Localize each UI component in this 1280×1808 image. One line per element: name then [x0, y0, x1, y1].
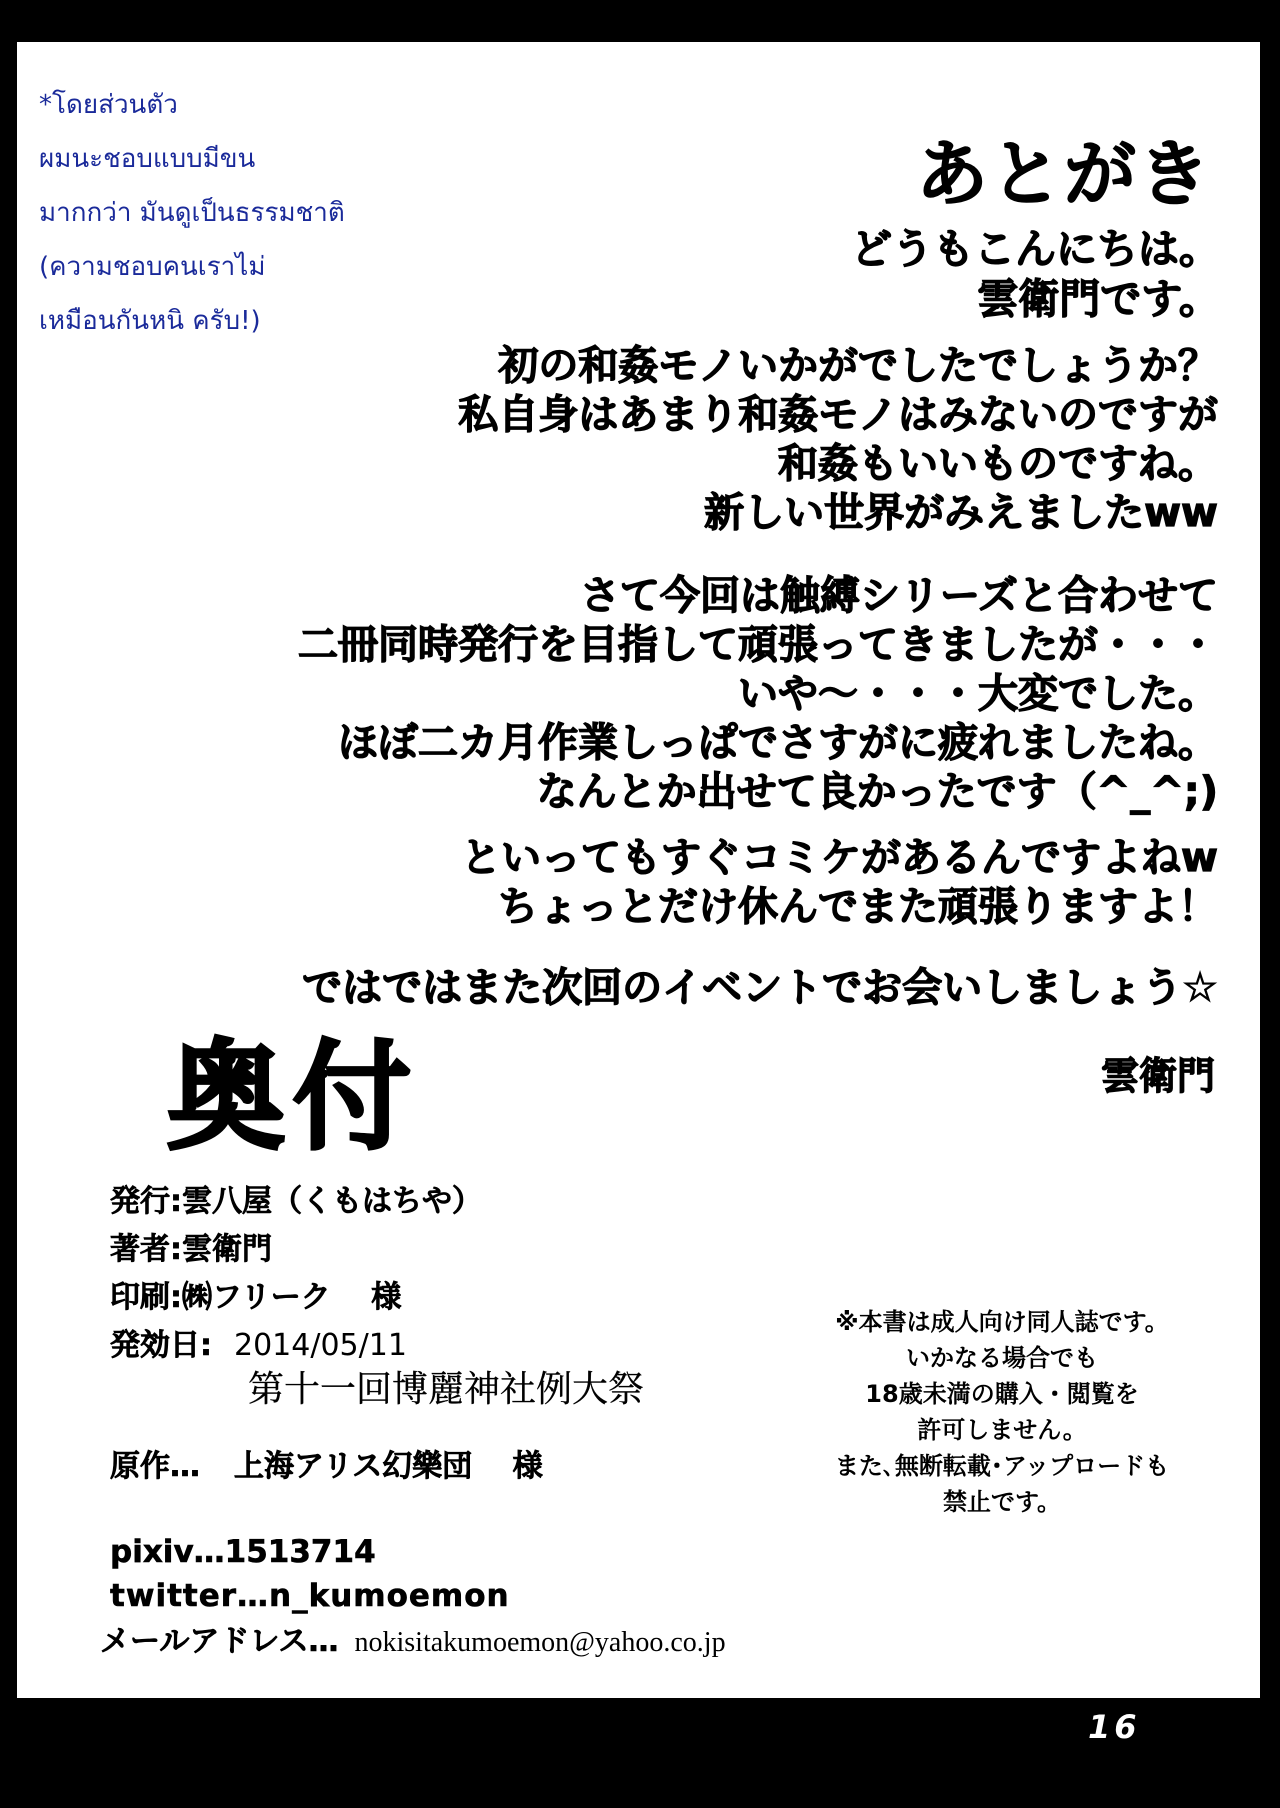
colophon-pixiv — [110, 1532, 376, 1572]
adult-content-notice: ※本書は成人向け同人誌です。 いかなる場合でも 18歳未満の購入・閲覧を 許可しません。 また､無断転載･アップロードも 禁止です。 — [834, 1308, 1170, 1516]
afterword-paragraph-3 — [461, 834, 1218, 932]
text-line: ではではまた次回のイベントでお会いしましょう☆ — [302, 965, 1218, 1011]
text-line: ちょっとだけ休んでまた頑張りますよ！ — [498, 884, 1218, 930]
colophon-event — [248, 1370, 644, 1410]
mail-label: メールアドレス… — [100, 1624, 339, 1659]
author-value: 雲衛門 — [182, 1232, 272, 1267]
afterword-signature: 雲衛門 — [1100, 1054, 1215, 1098]
original-label: 原作… — [110, 1449, 200, 1484]
text-line: 和姦もいいものですね。 — [778, 441, 1218, 487]
text-line: なんとか出せて良かったです（^_^;) — [536, 769, 1218, 815]
original-value: 上海アリス幻樂団 様 — [234, 1449, 543, 1484]
colophon-twitter — [110, 1576, 510, 1616]
colophon-printer — [110, 1278, 401, 1318]
text-line: 私自身はあまり和姦モノはみないのですが — [458, 392, 1218, 438]
printer-value: ㈱フリーク 様 — [182, 1280, 402, 1315]
event-name: 第十一回博麗神社例大祭 — [248, 1369, 645, 1410]
text-line: さて今回は触縛シリーズと合わせて — [580, 573, 1218, 619]
twitter-link: twitter…n_kumoemon — [110, 1578, 510, 1614]
text-line: 二冊同時発行を目指して頑張ってきましたが・・・ — [298, 622, 1218, 668]
afterword-paragraph-4 — [302, 964, 1218, 1013]
greeting-line: 雲衛門です。 — [977, 275, 1220, 323]
text-line: 新しい世界がみえましたww — [704, 490, 1218, 536]
printer-label: 印刷: — [110, 1280, 182, 1315]
page-number: 16 — [1088, 1708, 1141, 1746]
greeting-line: どうもこんにちは。 — [851, 225, 1220, 273]
afterword-paragraph-2 — [298, 572, 1218, 817]
colophon-heading: 奥付 — [167, 1028, 420, 1166]
author-label: 著者: — [110, 1232, 182, 1267]
afterword-greeting — [851, 224, 1220, 324]
text-line: といってもすぐコミケがあるんですよねw — [461, 835, 1218, 881]
pixiv-link: pixiv…1513714 — [110, 1534, 376, 1570]
colophon-date — [110, 1326, 407, 1366]
text-line: 初の和姦モノいかがでしたでしょうか？ — [498, 343, 1218, 389]
colophon-original — [110, 1447, 543, 1487]
colophon-mail — [100, 1622, 726, 1663]
colophon-publisher — [110, 1182, 482, 1222]
translator-note: *โดยส่วนตัว ผมนะชอบแบบมีขน มากกว่า มันดูเป็นธรรมชาติ (ความชอบคนเราไม่ เหมือนกันหนิ ครับ!) — [39, 90, 345, 336]
afterword-paragraph-1 — [458, 342, 1218, 538]
text-line: いや～・・・大変でした。 — [738, 671, 1218, 717]
date-label: 発効日: — [110, 1328, 212, 1363]
afterword-title: あとがき — [915, 132, 1212, 216]
mail-address: nokisitakumoemon@yahoo.co.jp — [354, 1627, 726, 1658]
page — [17, 42, 1260, 1698]
publisher-label: 発行: — [110, 1184, 182, 1219]
text-line: ほぼ二カ月作業しっぱでさすがに疲れましたね。 — [338, 720, 1218, 766]
publisher-value: 雲八屋（くもはちや） — [182, 1184, 482, 1219]
date-value: 2014/05/11 — [234, 1328, 407, 1363]
colophon-author — [110, 1230, 272, 1270]
